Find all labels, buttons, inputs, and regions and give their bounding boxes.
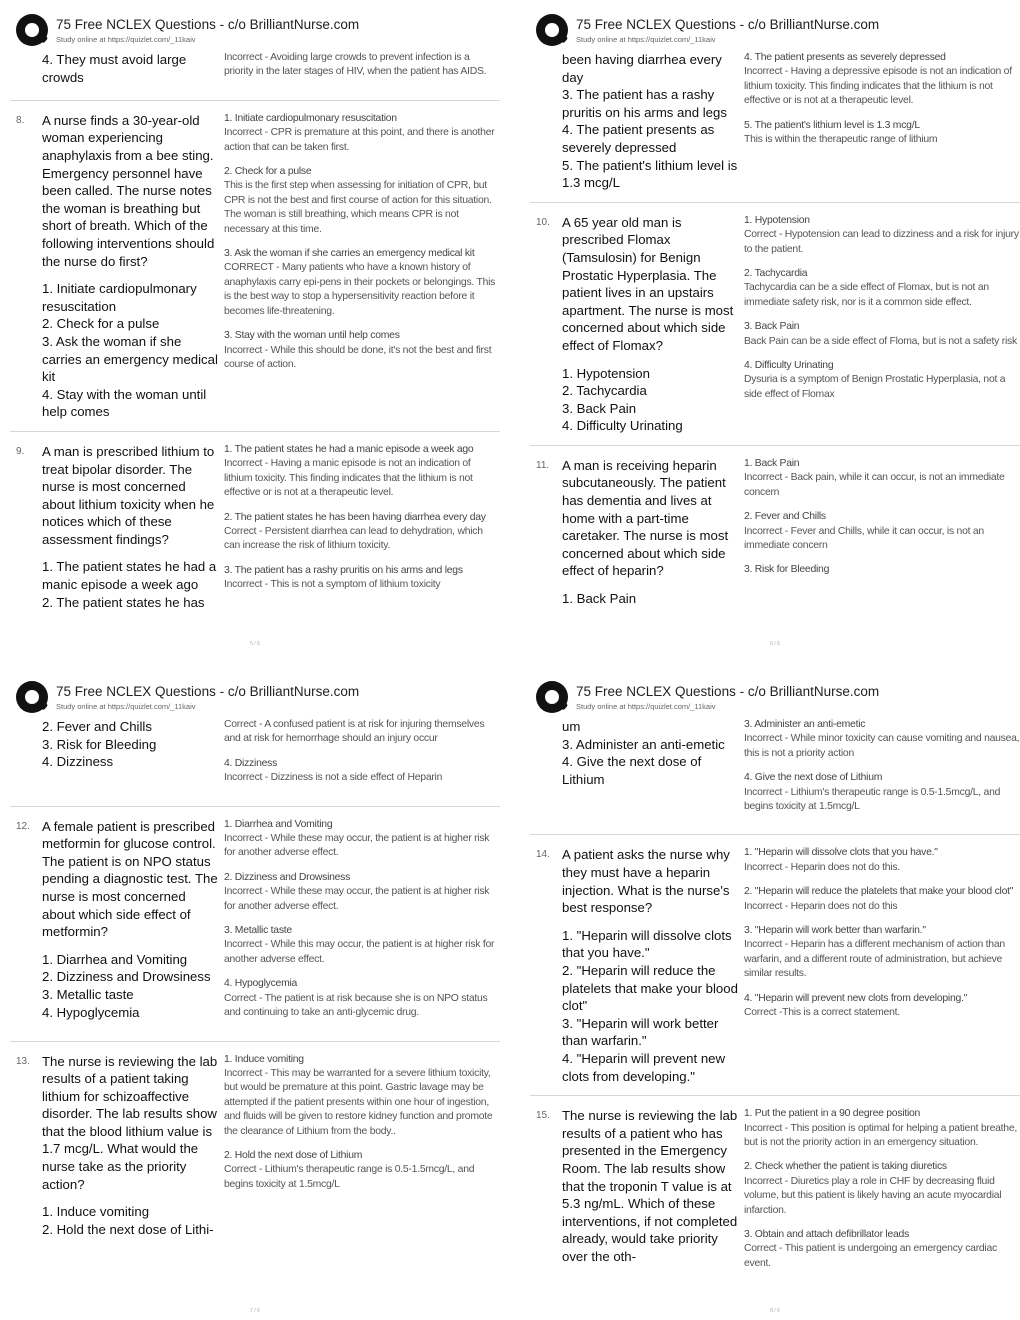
explanation-text: Incorrect - This is not a symptom of lithium toxicity (224, 579, 441, 591)
page-title: 75 Free NCLEX Questions - c/o BrilliantNurse.com (576, 17, 880, 32)
explanation-label: 4. The patient presents as severely depressed (744, 52, 946, 63)
explanation-label: 4. Give the next dose of Lithium (744, 772, 883, 784)
answer-explanations (744, 457, 1020, 608)
explanation-label: 2. Dizziness and Drowsiness (224, 871, 351, 883)
quizlet-logo-icon (16, 681, 48, 713)
explanation-label: 2. Tachycardia (744, 267, 808, 279)
explanation-text: This is within the therapeutic range of lithium (744, 134, 938, 146)
explanation-block (744, 771, 1020, 814)
explanation-label: 2. Check for a pulse (224, 166, 312, 178)
explanation-text: Incorrect - Heparin has a different mechanism of action than warfarin, and a different route of administration, but achieve similar results. (744, 939, 1005, 980)
answer-option: been having diarrhea every day (562, 52, 722, 85)
answer-option: 5. The patient's lithium level is 1.3 mcg/L (562, 157, 738, 191)
question-row (530, 1104, 1020, 1287)
answer-explanations (744, 1107, 1020, 1281)
explanation-label: 3. Ask the woman if she carries an emergency medical kit (224, 248, 475, 260)
explanation-block (224, 718, 500, 747)
explanation-block (744, 359, 1020, 402)
question-number: 14. (536, 849, 550, 861)
explanation-block (744, 320, 1020, 349)
page-subtitle: Study online at https://quizlet.com/_11kaiv (56, 35, 196, 44)
answer-explanations (224, 718, 500, 796)
question-number: 9. (16, 445, 25, 457)
page-number: 8 / 6 (770, 1308, 780, 1314)
explanation-block (744, 119, 1020, 148)
page-header (530, 677, 1020, 715)
quizlet-logo-icon (16, 14, 48, 46)
answer-explanations (224, 443, 500, 611)
explanation-text: This is the first step when assessing for initiation of CPR, but CPR is not the best and first course of action for this situation. The woman is still breathing, which means CPR is not necessary at this time. (224, 180, 492, 235)
explanation-text: Incorrect - Fever and Chills, while it can occur, is not an immediate concern (744, 525, 984, 551)
question-number: 10. (536, 216, 550, 228)
question-text (562, 51, 744, 192)
answer-option: 1. Diarrhea and Vomiting (42, 951, 188, 967)
answer-explanations (224, 818, 500, 1031)
explanation-text: Correct - A confused patient is at risk for injuring themselves and at risk for hemorrhage should an injury occur (224, 719, 485, 745)
page-subtitle: Study online at https://quizlet.com/_11kaiv (56, 702, 196, 711)
explanation-block (744, 924, 1020, 982)
explanation-block (744, 846, 1020, 875)
explanation-block (224, 511, 500, 554)
answer-option: 2. Hold the next dose of Lithi- (42, 1221, 214, 1237)
explanation-block (224, 818, 500, 861)
explanation-label: 2. Fever and Chills (744, 511, 826, 523)
explanation-label: 1. Back Pain (744, 457, 800, 469)
answer-option: 4. "Heparin will prevent new clots from developing." (562, 1050, 726, 1084)
question-text (42, 51, 224, 90)
answer-option: 2. Check for a pulse (42, 316, 160, 332)
answer-option: 1. "Heparin will dissolve clots that you have." (562, 927, 732, 961)
page-title: 75 Free NCLEX Questions - c/o BrilliantNurse.com (576, 684, 880, 699)
answer-option: 4. The patient presents as severely depressed (562, 122, 715, 155)
explanation-text: Incorrect - Having a manic episode is not an indication of lithium toxicity. This finding indicates that the lithium is not effective or is not at a therapeutic level. (224, 458, 473, 499)
question-number: 15. (536, 1110, 550, 1122)
question-stem: The nurse is reviewing the lab results of a patient who has presented in the Emergency Room. The lab results show that the troponin T value is at 5.3 ng/mL. Which of these interventions, if not completed already, would take priority over the oth- (562, 1108, 738, 1264)
explanation-text: Incorrect - Having a depressive episode is not an indication of lithium toxicity. This finding indicates that the lithium is not effective or is not at a therapeutic level. (744, 66, 1012, 107)
explanation-block (744, 214, 1020, 257)
explanation-label: 4. "Heparin will prevent new clots from developing." (744, 992, 968, 1004)
explanation-text: Incorrect - Heparin does not do this. (744, 861, 900, 873)
question-number (10, 718, 42, 796)
answer-explanations (224, 1053, 500, 1239)
explanation-text: Incorrect - Diuretics play a role in CHF by decreasing fluid volume, but this patient is likely having an acute myocardial infarction. (744, 1175, 1002, 1216)
answer-option: 3. "Heparin will work better than warfarin." (562, 1015, 719, 1049)
explanation-text: Incorrect - This position is optimal for helping a patient breathe, but is not the priority action in an emergency situation. (744, 1122, 1017, 1148)
page-header (10, 677, 500, 715)
explanation-block (744, 457, 1020, 500)
question-text (42, 1053, 224, 1239)
question-stem: A nurse finds a 30-year-old woman experiencing anaphylaxis from a bee sting. Emergency personnel have been called. The nurse notes the woman is breathing but short of breath. Which of the following interventions should the nurse do first? (42, 112, 215, 269)
answer-explanations (744, 214, 1020, 435)
explanation-text: Tachycardia can be a side effect of Flomax, but is not an immediate safety risk, nor is it a common side effect. (744, 282, 989, 308)
answer-option: 4. Hypoglycemia (42, 1004, 140, 1020)
page-subtitle: Study online at https://quizlet.com/_11kaiv (576, 35, 716, 44)
answer-option: 2. Tachycardia (562, 383, 647, 399)
explanation-block (224, 247, 500, 319)
answer-option: 3. Back Pain (562, 400, 637, 416)
explanation-block (224, 51, 500, 80)
explanation-block (744, 1160, 1020, 1218)
question-text (562, 1107, 744, 1281)
page-title: 75 Free NCLEX Questions - c/o BrilliantNurse.com (56, 684, 360, 699)
question-row (10, 815, 500, 1042)
document-page (10, 10, 500, 650)
question-row (10, 1050, 500, 1245)
question-stem: A man is receiving heparin subcutaneously. The patient has dementia and lives at home with a part-time caretaker. The nurse is most concerned about which side effect of heparin? (562, 457, 729, 579)
answer-option: 2. Fever and Chills (42, 719, 152, 734)
question-stem: A patient asks the nurse why they must have a heparin injection. What is the nurse's best response? (562, 847, 730, 916)
question-row (530, 843, 1020, 1096)
page-number: 7 / 6 (250, 1308, 260, 1314)
question-row (530, 715, 1020, 835)
answer-option: 1. Induce vomiting (42, 1204, 150, 1220)
explanation-label: 2. The patient states he has been having diarrhea every day (224, 511, 486, 523)
explanation-text: Incorrect - While these may occur, the patient is at higher risk for another adverse effect. (224, 833, 490, 859)
explanation-text: Incorrect - Dizziness is not a side effect of Heparin (224, 772, 443, 784)
explanation-block (224, 977, 500, 1020)
explanation-text: Correct - Hypotension can lead to dizziness and a risk for injury to the patient. (744, 229, 1019, 255)
explanation-text: Incorrect - While this should be done, it's not the best and first course of action. (224, 344, 492, 370)
question-row (530, 454, 1020, 614)
explanation-label: 1. "Heparin will dissolve clots that you have." (744, 847, 938, 859)
question-stem: A female patient is prescribed metformin for glucose control. The patient is on NPO status pending a diagnostic test. The nurse is most concerned about which side effect of metformin? (42, 818, 218, 940)
explanation-text: Incorrect - Lithium's therapeutic range is 0.5-1.5mcg/L, and begins toxicity at 1.5mcg/L (744, 786, 1001, 813)
page-number: 5 / 6 (250, 641, 260, 647)
explanation-block (224, 165, 500, 237)
explanation-label: 5. The patient's lithium level is 1.3 mcg/L (744, 119, 920, 131)
explanation-block (224, 329, 500, 372)
answer-option: 2. "Heparin will reduce the platelets that make your blood clot" (562, 963, 738, 1014)
explanation-block (744, 563, 1020, 577)
question-text (42, 112, 224, 421)
explanation-label: 1. The patient states he had a manic episode a week ago (224, 443, 474, 455)
explanation-label: 1. Hypotension (744, 214, 810, 226)
explanation-label: 4. Dizziness (224, 757, 278, 769)
explanation-text: Incorrect - This may be warranted for a severe lithium toxicity, but would be premature at this point. Gastric lavage may be attempted if the patient presents within one hour of ingestion, and fluids will be given to restore kidney function and promote the clearance of Lithium from the body.. (224, 1067, 493, 1137)
explanation-block (744, 1228, 1020, 1271)
explanation-text: Incorrect - CPR is premature at this point, and there is another action that can be taken first. (224, 127, 495, 153)
explanation-label: 3. Administer an anti-emetic (744, 719, 866, 730)
question-number (530, 718, 562, 824)
explanation-label: 1. Put the patient in a 90 degree position (744, 1108, 921, 1120)
question-number: 12. (16, 820, 30, 832)
answer-option: 4. They must avoid large crowds (42, 52, 187, 85)
explanation-block (224, 924, 500, 967)
question-row (10, 715, 500, 807)
explanation-block (744, 51, 1020, 109)
page-number: 6 / 6 (770, 641, 780, 647)
answer-option: 3. Risk for Bleeding (42, 736, 157, 752)
explanation-block (744, 1107, 1020, 1150)
question-stem: A 65 year old man is prescribed Flomax (Tamsulosin) for Benign Prostatic Hyperplasia. The patient lives in an upstairs apartment. The nurse is most concerned about which side effect of Flomax? (562, 214, 734, 353)
answer-explanations (744, 846, 1020, 1085)
document-page (530, 10, 1020, 650)
explanation-label: 3. Metallic taste (224, 925, 292, 937)
explanation-text: CORRECT - Many patients who have a known history of anaphylaxis carry epi-pens in their pockets or belongings. This is the best way to stop a hypersensitivity reaction before it becomes life-threatening. (224, 262, 496, 317)
answer-explanations (744, 51, 1020, 192)
answer-option: 2. Dizziness and Drowsiness (42, 969, 211, 985)
explanation-block (224, 1053, 500, 1139)
explanation-text: Back Pain can be a side effect of Floma, but is not a safety risk (744, 335, 1017, 347)
answer-option: 1. The patient states he had a manic episode a week ago (42, 559, 217, 593)
explanation-block (224, 564, 500, 593)
explanation-text: Incorrect - Heparin does not do this (744, 900, 898, 912)
explanation-text: Correct - Persistent diarrhea can lead to dehydration, which can increase the risk of lithium toxicity. (224, 525, 483, 552)
quizlet-logo-icon (536, 14, 568, 46)
answer-explanations (224, 51, 500, 90)
question-text (42, 443, 224, 611)
answer-option: 2. The patient states he has (42, 594, 205, 610)
answer-option: 3. Metallic taste (42, 986, 134, 1002)
explanation-text: Correct - Lithium's therapeutic range is 0.5-1.5mcg/L, and begins toxicity at 1.5mcg/L (224, 1164, 475, 1190)
question-row (10, 440, 500, 617)
explanation-block (744, 510, 1020, 553)
question-row (10, 109, 500, 432)
explanation-block (224, 112, 500, 155)
answer-option: 3. Administer an anti-emetic (562, 736, 725, 752)
question-stem: The nurse is reviewing the lab results of a patient taking lithium for schizoaffective disorder. The lab results show that the blood lithium value is 1.7 mcg/L. What would the nurse take as the priority action? (42, 1053, 218, 1192)
quizlet-logo-icon (536, 681, 568, 713)
explanation-text: Correct - The patient is at risk because she is on NPO status and continuing to take an anti-glycemic drug. (224, 992, 488, 1019)
explanation-label: 2. Hold the next dose of Lithium (224, 1149, 363, 1161)
explanation-text: Correct - This patient is undergoing an emergency cardiac event. (744, 1243, 997, 1269)
document-page (530, 677, 1020, 1317)
question-text (562, 718, 744, 824)
explanation-label: 3. Risk for Bleeding (744, 564, 830, 576)
explanation-label: 3. Back Pain (744, 321, 800, 333)
explanation-label: 1. Initiate cardiopulmonary resuscitation (224, 112, 397, 124)
answer-explanations (744, 718, 1020, 824)
explanation-text: Incorrect - While minor toxicity can cause vomiting and nausea, this is not a priority action (744, 733, 1020, 759)
answer-option: um (562, 719, 581, 734)
question-text (562, 457, 744, 608)
explanation-label: 2. "Heparin will reduce the platelets that make your blood clot" (744, 886, 1014, 898)
explanation-text: Dysuria is a symptom of Benign Prostatic Hyperplasia, not a side effect of Flomax (744, 374, 1006, 400)
question-number: 8. (16, 114, 25, 126)
page-title: 75 Free NCLEX Questions - c/o BrilliantNurse.com (56, 17, 360, 32)
answer-option: 3. Ask the woman if she carries an emergency medical kit (42, 333, 218, 385)
question-stem: A man is prescribed lithium to treat bipolar disorder. The nurse is most concerned about lithium toxicity when he notices which of these assessment findings? (42, 443, 215, 547)
question-number: 11. (536, 459, 550, 471)
answer-option: 1. Back Pain (562, 591, 637, 607)
explanation-block (224, 871, 500, 914)
explanation-block (224, 757, 500, 786)
answer-option: 4. Dizziness (42, 754, 114, 770)
explanation-text: Incorrect - Back pain, while it can occur, is not an immediate concern (744, 472, 1005, 498)
question-row (530, 211, 1020, 446)
explanation-block (744, 718, 1020, 761)
question-text (562, 214, 744, 435)
document-page (10, 677, 500, 1317)
explanation-label: 1. Diarrhea and Vomiting (224, 818, 333, 830)
answer-option: 4. Difficulty Urinating (562, 418, 683, 434)
explanation-block (224, 1149, 500, 1192)
explanation-label: 3. The patient has a rashy pruritis on his arms and legs (224, 564, 463, 576)
answer-explanations (224, 112, 500, 421)
answer-option: 4. Give the next dose of Lithium (562, 754, 702, 787)
question-row (530, 48, 1020, 203)
explanation-label: 1. Induce vomiting (224, 1053, 304, 1065)
question-text (42, 718, 224, 796)
explanation-block (744, 992, 1020, 1021)
explanation-text: Incorrect - While this may occur, the patient is at higher risk for another adverse effect. (224, 939, 495, 965)
explanation-label: 2. Check whether the patient is taking diuretics (744, 1161, 947, 1173)
explanation-block (744, 885, 1020, 914)
answer-option: 1. Initiate cardiopulmonary resuscitation (42, 281, 197, 314)
page-header (530, 10, 1020, 48)
explanation-label: 3. Stay with the woman until help comes (224, 330, 400, 342)
answer-option: 4. Stay with the woman until help comes (42, 386, 207, 420)
explanation-label: 4. Hypoglycemia (224, 978, 298, 990)
explanation-label: 3. "Heparin will work better than warfarin." (744, 925, 926, 937)
answer-option: 3. The patient has a rashy pruritis on his arms and legs (562, 87, 727, 120)
explanation-text: Incorrect - While these may occur, the patient is at higher risk for another adverse effect. (224, 886, 490, 912)
explanation-text: Correct -This is a correct statement. (744, 1007, 900, 1019)
question-number (530, 51, 562, 192)
page-subtitle: Study online at https://quizlet.com/_11kaiv (576, 702, 716, 711)
page-header (10, 10, 500, 48)
question-row (10, 48, 500, 101)
explanation-label: 4. Difficulty Urinating (744, 360, 834, 371)
explanation-label: 3. Obtain and attach defibrillator leads (744, 1229, 910, 1240)
explanation-block (224, 443, 500, 501)
question-text (42, 818, 224, 1031)
explanation-block (744, 267, 1020, 310)
answer-option: 1. Hypotension (562, 365, 650, 381)
explanation-text: Incorrect - Avoiding large crowds to prevent infection is a priority in the later stages of HIV, when the patient has AIDS. (224, 52, 487, 78)
question-number (10, 51, 42, 90)
question-text (562, 846, 744, 1085)
question-number: 13. (16, 1055, 30, 1067)
